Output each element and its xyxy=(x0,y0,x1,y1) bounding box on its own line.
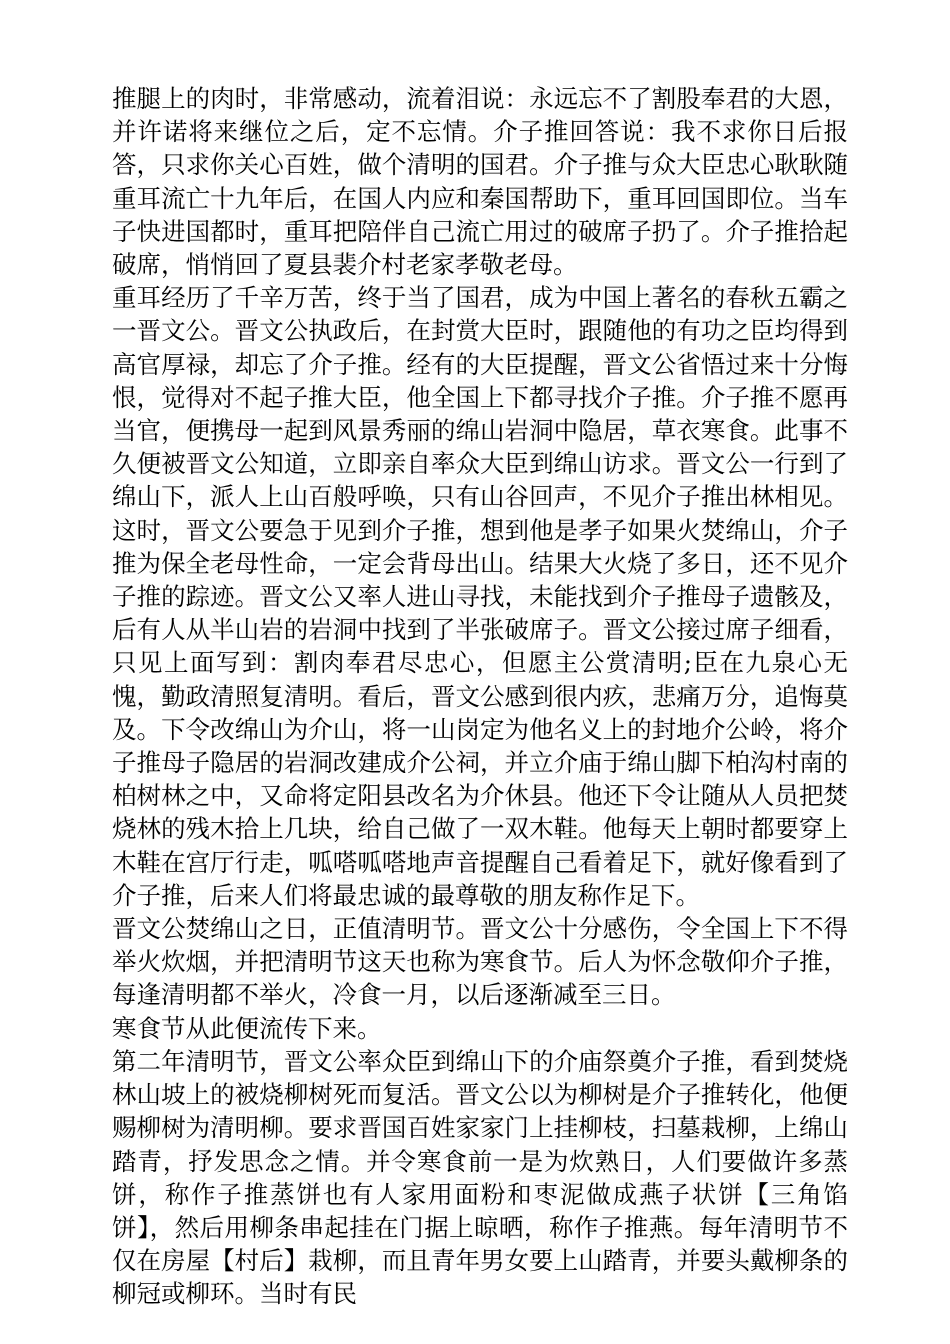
document-body xyxy=(112,82,848,1311)
paragraph-1: 推腿上的肉时，非常感动，流着泪说：永远忘不了割股奉君的大恩，并许诺将来继位之后，定不忘情。介子推回答说：我不求你日后报答，只求你关心百姓，做个清明的国君。介子推与众大臣忠心耿耿随重耳流亡十九年后，在国人内应和秦国帮助下，重耳回国即位。当车子快进国都时，重耳把陪伴自己流亡用过的破席子扔了。介子推拾起破席，悄悄回了夏县裴介村老家孝敬老母。 xyxy=(112,84,848,280)
paragraph-5: 第二年清明节，晋文公率众臣到绵山下的介庙祭奠介子推，看到焚烧林山坡上的被烧柳树死而复活。晋文公以为柳树是介子推转化，他便赐柳树为清明柳。要求晋国百姓家家门上挂柳枝，扫墓栽柳，上绵山踏青，抒发思念之情。并令寒食前一是为炊熟日，人们要做许多蒸饼，称作子推蒸饼也有人家用面粉和枣泥做成燕子状饼【三角馅饼】，然后用柳条串起挂在门据上晾晒，称作子推燕。每年清明节不仅在房屋【村后】栽柳，而且青年男女要上山踏青，并要头戴柳条的柳冠或柳环。当时有民 xyxy=(112,1046,848,1309)
paragraph-4: 寒食节从此便流传下来。 xyxy=(112,1013,382,1043)
paragraph-3: 晋文公焚绵山之日，正值清明节。晋文公十分感伤，令全国上下不得举火炊烟，并把清明节这天也称为寒食节。后人为怀念敬仰介子推，每逢清明都不举火，冷食一月，以后逐渐减至三日。 xyxy=(112,914,848,1010)
paragraph-2: 重耳经历了千辛万苦，终于当了国君，成为中国上著名的春秋五霸之一晋文公。晋文公执政后，在封赏大臣时，跟随他的有功之臣均得到高官厚禄，却忘了介子推。经有的大臣提醒，晋文公省悟过来十分悔恨，觉得对不起子推大臣，他全国上下都寻找介子推。介子推不愿再当官，便携母一起到风景秀丽的绵山岩洞中隐居，草衣寒食。此事不久便被晋文公知道，立即亲自率众大臣到绵山访求。晋文公一行到了绵山下，派人上山百般呼唤，只有山谷回声，不见介子推出林相见。这时，晋文公要急于见到介子推，想到他是孝子如果火焚绵山，介子推为保全老母性命，一定会背母出山。结果大火烧了多日，还不见介子推的踪迹。晋文公又率人进山寻找，未能找到介子推母子遗骸及，后有人从半山岩的岩洞中找到了半张破席子。晋文公接过席子细看，只见上面写到：割肉奉君尽忠心，但愿主公赏清明;臣在九泉心无愧，勤政清照复清明。看后，晋文公感到很内疚，悲痛万分，追悔莫及。下令改绵山为介山，将一山岗定为他名义上的封地介公岭，将介子推母子隐居的岩洞改建成介公祠，并立介庙于绵山脚下柏沟村南的柏树林之中，又命将定阳县改名为介休县。他还下令让随从人员把焚烧林的残木拾上几块，给自己做了一双木鞋。他每天上朝时都要穿上木鞋在宫厅行走，呱嗒呱嗒地声音提醒自己看着足下，就好像看到了介子推，后来人们将最忠诚的最尊敬的朋友称作足下。 xyxy=(112,283,848,910)
